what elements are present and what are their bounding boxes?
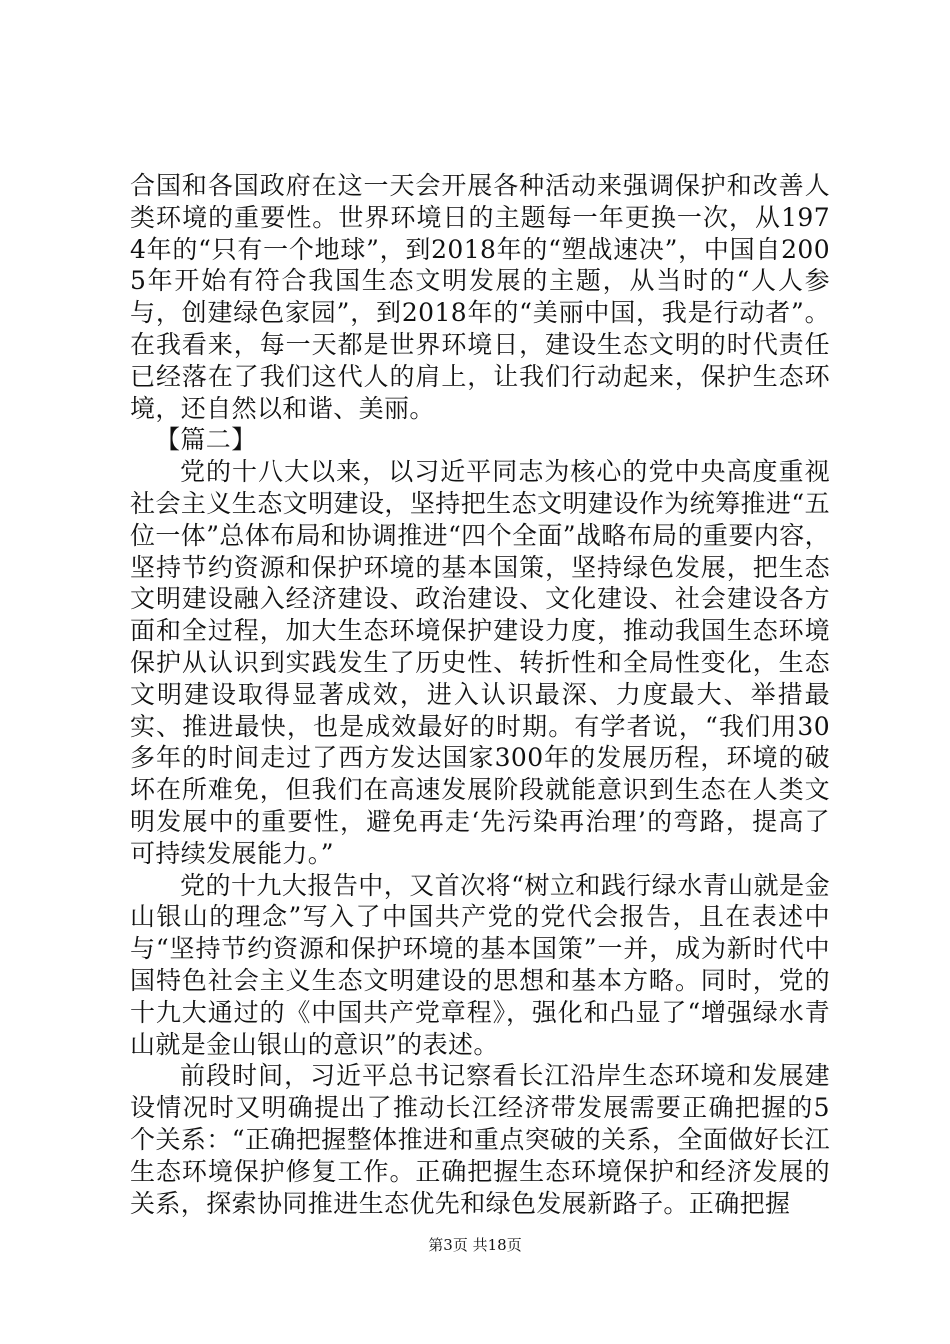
paragraph-body: 前段时间，习近平总书记察看长江沿岸生态环境和发展建设情况时又明确提出了推动长江经济带发展需要正确把握的5个关系：“正确把握整体推进和重点突破的关系，全面做好长江生态环境保护修复工作。正确把握生态环境保护和经济发展的关系，探索协同推进生态优先和绿色发展新路子。正确把握 xyxy=(130,1061,830,1218)
paragraph-body: 党的十八大以来，以习近平同志为核心的党中央高度重视社会主义生态文明建设，坚持把生态文明建设作为统筹推进“五位一体”总体布局和协调推进“四个全面”战略布局的重要内容，坚持节约资源和保护环境的基本国策，坚持绿色发展，把生态文明建设融入经济建设、政治建设、文化建设、社会建设各方面和全过程，加大生态环境保护建设力度，推动我国生态环境保护从认识到实践发生了历史性、转折性和全局性变化，生态文明建设取得显著成效，进入认识最深、力度最大、举措最实、推进最快，也是成效最好的时期。有学者说，“我们用30多年的时间走过了西方发达国家300年的发展历程，环境的破坏在所难免，但我们在高速发展阶段就能意识到生态在人类文明发展中的重要性，避免再走‘先污染再治理’的弯路，提高了可持续发展能力。” xyxy=(130,457,830,868)
paragraph-continuation: 合国和各国政府在这一天会开展各种活动来强调保护和改善人类环境的重要性。世界环境日的主题每一年更换一次，从1974年的“只有一个地球”，到2018年的“塑战速决”，中国自2005年开始有符合我国生态文明发展的主题，从当时的“人人参与，创建绿色家园”，到2018年的“美丽中国，我是行动者”。在我看来，每一天都是世界环境日，建设生态文明的时代责任已经落在了我们这代人的肩上，让我们行动起来，保护生态环境，还自然以和谐、美丽。 xyxy=(130,171,830,423)
page-number-footer: 第3页 共18页 xyxy=(428,1236,522,1254)
paragraph-body: 党的十九大报告中，又首次将“树立和践行绿水青山就是金山银山的理念”写入了中国共产党的党代会报告，且在表述中与“坚持节约资源和保护环境的基本国策”一并，成为新时代中国特色社会主义生态文明建设的思想和基本方略。同时，党的十九大通过的《中国共产党章程》，强化和凸显了“增强绿水青山就是金山银山的意识”的表述。 xyxy=(130,870,830,1059)
document-body xyxy=(130,170,830,1219)
section-heading: 【篇二】 xyxy=(155,425,257,455)
